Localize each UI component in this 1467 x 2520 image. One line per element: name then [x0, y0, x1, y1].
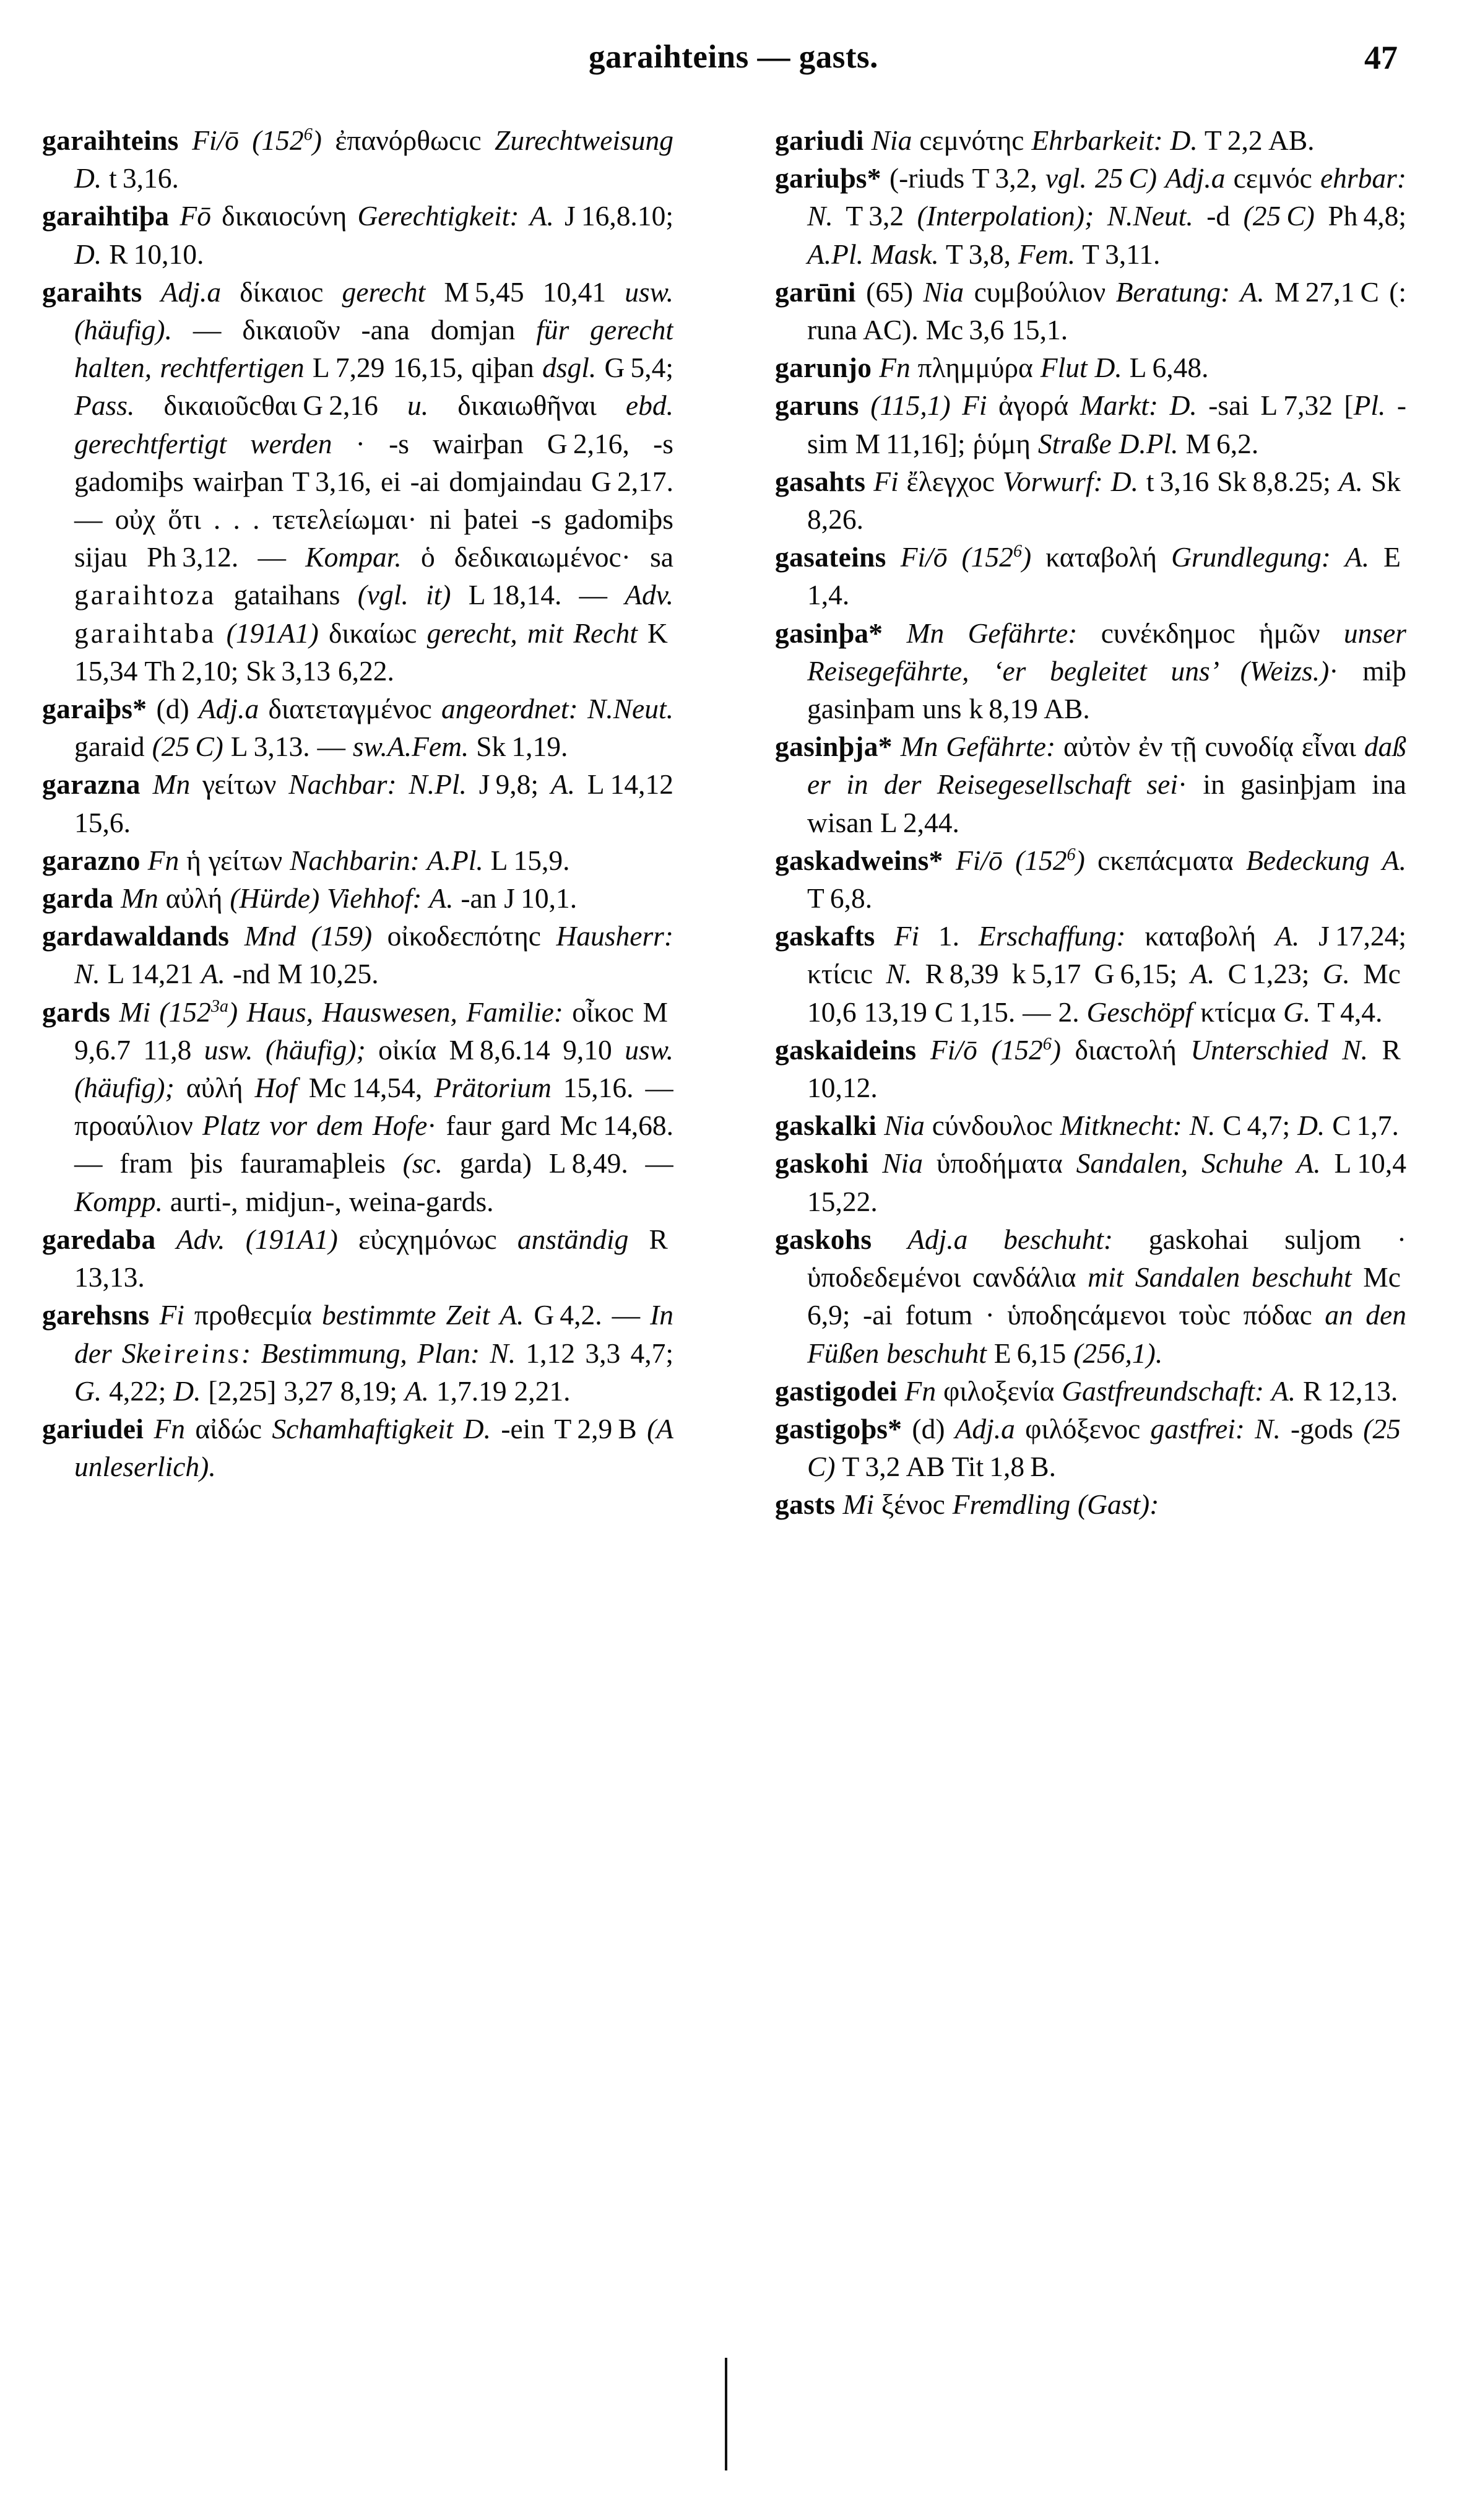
dictionary-entry: gasinþa* Mn Gefährte: cυνέκδημοc ἡμῶν unser Reisegefährte, ‘er begleitet uns’ (Weizs.)· miþ gasinþam uns k 8,19 AB. — [775, 617, 1406, 725]
left-column — [42, 121, 673, 2505]
running-head-title: garaihteins — gasts. — [589, 39, 878, 75]
dictionary-entry: garaihteins Fi/ō $(152^6)$ ἐπανόρθωcιc Zurechtweisung D. t 3,16. — [42, 124, 673, 194]
dictionary-entry: gasahts Fi ἔλεγχοc Vorwurf: D. t 3,16 Sk 8,8.25; A. Sk 8,26. — [775, 465, 1406, 536]
dictionary-entry: garazna Mn γείτων Nachbar: N.Pl. J 9,8; A. L 14,12 15,6. — [42, 768, 673, 838]
dictionary-entry: gaskaideins Fi/ō $(152^6)$ διαcτολή Unterschied N. R 10,12. — [775, 1033, 1406, 1104]
right-column — [775, 121, 1406, 2505]
column-divider-rule — [725, 2358, 727, 2470]
dictionary-entry: gaskafts Fi 1. Erschaffung: καταβολή A. J 17,24; κτίcιc N. R 8,39 k 5,17 G 6,15; A. C 1,23; G. Mc 10,6 13,19 C 1,15. — 2. Geschöpf κτίcμα G. T 4,4. — [775, 920, 1406, 1028]
dictionary-entry: gaskohs Adj.a beschuht: gaskohai suljom · ὑποδεδεμένοι cανδάλια mit Sandalen beschuht Mc 6,9; -ai fotum · ὑποδηcάμενοι τοὺc πόδαc an den Füßen beschuht E 6,15 (256,1). — [775, 1223, 1406, 1369]
dictionary-entry: gastigodei Fn φιλοξενία Gastfreundschaft: A. R 12,13. — [775, 1375, 1398, 1407]
page-number: 47 — [1364, 39, 1398, 76]
dictionary-entry: gaskadweins* Fi/ō $(152^6)$ cκεπάcματα Bedeckung A. T 6,8. — [775, 844, 1406, 915]
dictionary-entry: gariudi Nia cεμνότηc Ehrbarkeit: D. T 2,2 AB. — [775, 124, 1315, 156]
dictionary-entry: gaskohi Nia ὑποδήματα Sandalen, Schuhe A. L 10,4 15,22. — [775, 1147, 1406, 1217]
dictionary-entry: garaihts Adj.a δίκαιοc gerecht M 5,45 10,41 usw. (häufig). — δικαιοῦν -ana domjan für gerecht halten, rechtfertigen L 7,29 16,15, qiþan dsgl. G 5,4; Pass. δικαιοῦcθαι G 2,16 u. δικαιωθῆναι ebd. gerechtfertigt werden · -s wairþan G 2,16, -s gadomiþs wairþan T 3,16, ei -ai domjaindau G 2,17. — οὐχ ὅτι . . . τετελείωμαι· ni þatei -s gadomiþs sijau Ph 3,12. — Kompar. ὁ δεδικαιωμένοc· sa garaihtoza gataihans (vgl. it) L 18,14. — Adv. garaihtaba (191A1) δικαίωc gerecht, mit Recht K 15,34 Th 2,10; Sk 3,13 6,22. — [42, 276, 673, 687]
dictionary-entry: garaiþs* (d) Adj.a διατεταγμένοc angeordnet: N.Neut. garaid (25 C) L 3,13. — sw.A.Fem. Sk 1,19. — [42, 693, 673, 763]
dictionary-entry: gards Mi $(152^{3a})$ Haus, Hauswesen, Familie: οἶκοc M 9,6.7 11,8 usw. (häufig); οἰκία M 8,6.14 9,10 usw. (häufig); αὐλή Hof Mc 14,54, Prätorium 15,16. — προαύλιον Platz vor dem Hofe· faur gard Mc 14,68. — fram þis fauramaþleis (sc. garda) L 8,49. — Kompp. aurti-, midjun-, weina-gards. — [42, 996, 673, 1217]
dictionary-entry: garedaba Adv. (191A1) εὐcχημόνωc anständig R 13,13. — [42, 1223, 673, 1293]
dictionary-entry: garaihtiþa Fō δικαιοcύνη Gerechtigkeit: A. J 16,8.10; D. R 10,10. — [42, 200, 673, 270]
dictionary-entry: garehsns Fi προθεcμία bestimmte Zeit A. G 4,2. — In der Skeireins: Bestimmung, Plan: N. 1,12 3,3 4,7; G. 4,22; D. [2,25] 3,27 8,19; A. 1,7.19 2,21. — [42, 1299, 673, 1407]
dictionary-entry: gariudei Fn αἰδώc Schamhaftigkeit D. -ein T 2,9 B (A unleserlich). — [42, 1412, 673, 1483]
dictionary-entry: gasateins Fi/ō $(152^6)$ καταβολή Grundlegung: A. E 1,4. — [775, 541, 1406, 611]
dictionary-entry: gasts Mi ξένοc Fremdling (Gast): — [775, 1488, 1159, 1521]
dictionary-entry: gasinþja* Mn Gefährte: αὐτὸν ἐν τῇ cυνοδίᾳ εἶναι daß er in der Reisegesellschaft sei· in gasinþjam ina wisan L 2,44. — [775, 731, 1406, 838]
dictionary-entry: gardawaldands Mnd (159) οἰκοδεcπότηc Hausherr: N. L 14,21 A. -nd M 10,25. — [42, 920, 673, 990]
dictionary-entry: garazno Fn ἡ γείτων Nachbarin: A.Pl. L 15,9. — [42, 844, 570, 876]
running-head — [0, 38, 1467, 82]
page-columns — [0, 121, 1467, 2505]
dictionary-entry: gariuþs* (-riuds T 3,2, vgl. 25 C) Adj.a cεμνόc ehrbar: N. T 3,2 (Interpolation); N.Neut. -d (25 C) Ph 4,8; A.Pl. Mask. T 3,8, Fem. T 3,11. — [775, 162, 1406, 270]
dictionary-entry: garūni (65) Nia cυμβούλιον Beratung: A. M 27,1 C (: runa AC). Mc 3,6 15,1. — [775, 276, 1406, 346]
dictionary-entry: garunjo Fn πλημμύρα Flut D. L 6,48. — [775, 352, 1209, 384]
dictionary-entry: gastigoþs* (d) Adj.a φιλόξενοc gastfrei: N. -gods (25 C) T 3,2 AB Tit 1,8 B. — [775, 1412, 1406, 1483]
dictionary-entry: garuns (115,1) Fi ἀγορά Markt: D. -sai L 7,32 [Pl. -sim M 11,16]; ῥύμη Straße D.Pl. M 6,2. — [775, 389, 1406, 459]
dictionary-entry: garda Mn αὐλή (Hürde) Viehhof: A. -an J 10,1. — [42, 882, 578, 915]
dictionary-entry: gaskalki Nia cύνδουλοc Mitknecht: N. C 4,7; D. C 1,7. — [775, 1110, 1399, 1142]
